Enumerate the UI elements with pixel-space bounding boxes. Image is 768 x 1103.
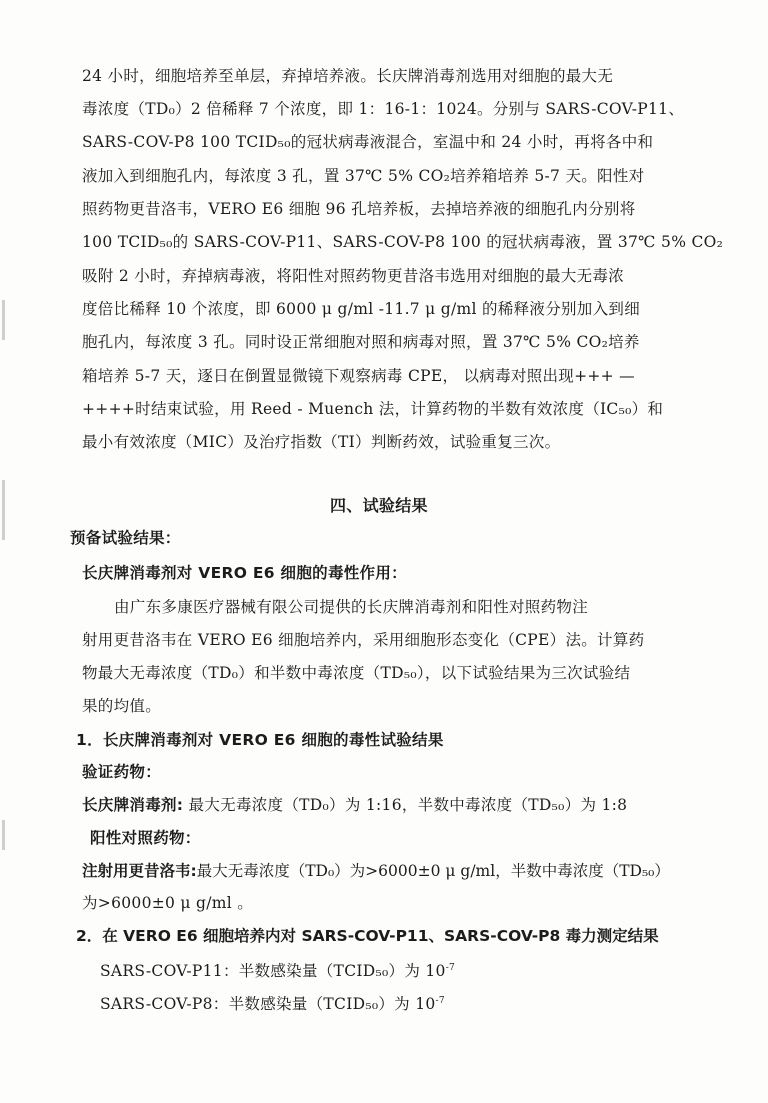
paragraph-line: 果的均值。 [82, 697, 162, 715]
paragraph-line: 由广东多康医疗器械有限公司提供的长庆牌消毒剂和阳性对照药物注 [114, 598, 589, 616]
paragraph-line: SARS-COV-P8 100 TCID₅₀的冠状病毒液混合，室温中和 24 小时，再将各中和 [82, 133, 654, 151]
item-1-title: 1．长庆牌消毒剂对 VERO E6 细胞的毒性试验结果 [76, 731, 444, 749]
paragraph-line: 最小有效浓度（MIC）及治疗指数（TI）判断药效，试验重复三次。 [82, 433, 561, 451]
paragraph-line: 箱培养 5-7 天，逐日在倒置显微镜下观察病毒 CPE， 以病毒对照出现+++ — [82, 367, 635, 385]
prelim-results-label: 预备试验结果： [70, 529, 181, 547]
titer-p11-label: SARS-COV-P11：半数感染量（TCID₅₀）为 10 [100, 962, 446, 981]
positive-control-label: 阳性对照药物： [90, 829, 201, 847]
paragraph-line: ++++时结束试验，用 Reed - Muench 法，计算药物的半数有效浓度（IC₅₀）和 [82, 400, 664, 418]
titer-p8 [100, 991, 445, 1014]
scan-edge-mark [2, 820, 5, 850]
titer-p8-exponent: -7 [435, 996, 445, 1006]
paragraph-line: 吸附 2 小时，弃掉病毒液，将阳性对照药物更昔洛韦选用对细胞的最大无毒浓 [82, 267, 625, 285]
section-title: 四、试验结果 [330, 496, 428, 515]
item-2-title: 2．在 VERO E6 细胞培养内对 SARS-COV-P11、SARS-COV-P8 毒力测定结果 [76, 927, 659, 945]
paragraph-line: 100 TCID₅₀的 SARS-COV-P11、SARS-COV-P8 100 的冠状病毒液，置 37℃ 5% CO₂ [82, 233, 724, 251]
scan-edge-mark [2, 480, 5, 540]
toxicity-subtitle: 长庆牌消毒剂对 VERO E6 细胞的毒性作用： [82, 564, 407, 582]
scan-edge-mark [2, 300, 5, 340]
ganciclovir-value-continued: 为>6000±0 μ g/ml 。 [82, 894, 254, 912]
ganciclovir-value: 最大无毒浓度（TD₀）为>6000±0 μ g/ml，半数中毒浓度（TD₅₀） [196, 862, 670, 880]
paragraph-line: 液加入到细胞孔内，每浓度 3 孔，置 37℃ 5% CO₂培养箱培养 5-7 天。阳性对 [82, 167, 645, 185]
titer-p8-label: SARS-COV-P8：半数感染量（TCID₅₀）为 10 [100, 995, 436, 1014]
paragraph-line: 胞孔内，每浓度 3 孔。同时设正常细胞对照和病毒对照，置 37℃ 5% CO₂培养 [82, 333, 640, 351]
paragraph-line: 物最大无毒浓度（TD₀）和半数中毒浓度（TD₅₀），以下试验结果为三次试验结 [82, 664, 631, 682]
titer-p11 [100, 958, 455, 981]
verify-drug-label: 验证药物： [82, 763, 162, 781]
paragraph-line: 24 小时，细胞培养至单层，弃掉培养液。长庆牌消毒剂选用对细胞的最大无 [82, 67, 614, 85]
titer-p11-exponent: -7 [445, 963, 456, 973]
ganciclovir-label: 注射用更昔洛韦: [82, 862, 197, 880]
disinfectant-label: 长庆牌消毒剂: [82, 796, 184, 814]
ganciclovir-result [82, 861, 670, 881]
paragraph-line: 度倍比稀释 10 个浓度，即 6000 μ g/ml -11.7 μ g/ml 的稀释液分别加入到细 [82, 300, 641, 318]
disinfectant-value: 最大无毒浓度（TD₀）为 1:16，半数中毒浓度（TD₅₀）为 1:8 [183, 796, 628, 814]
paragraph-line: 照药物更昔洛韦，VERO E6 细胞 96 孔培养板，去掉培养液的细胞孔内分别将 [82, 200, 636, 218]
paragraph-line: 射用更昔洛韦在 VERO E6 细胞培养内，采用细胞形态变化（CPE）法。计算药 [82, 631, 645, 649]
disinfectant-result [82, 795, 627, 815]
paragraph-line: 毒浓度（TD₀）2 倍稀释 7 个浓度，即 1：16-1：1024。分别与 SARS-COV-P11、 [82, 100, 685, 118]
